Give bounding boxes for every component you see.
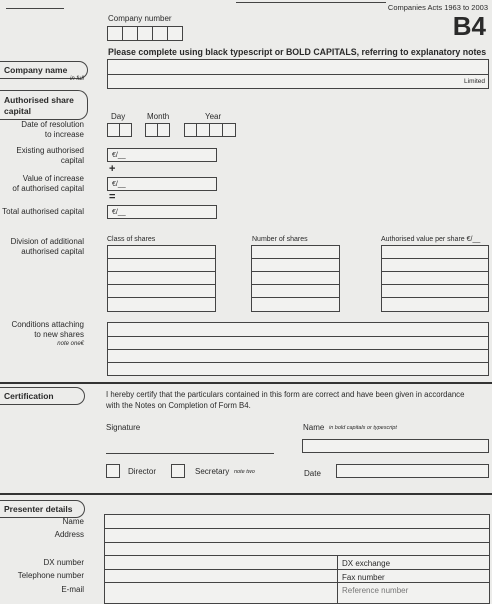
dx-exchange-label: DX exchange: [342, 559, 391, 568]
company-number-digit[interactable]: [152, 26, 168, 41]
conditions-label-2: to new shares: [34, 330, 84, 339]
row-line: [108, 349, 488, 350]
month-digit[interactable]: [157, 123, 170, 137]
certification-date-field[interactable]: [336, 464, 489, 478]
year-digit[interactable]: [196, 123, 210, 137]
company-name-field[interactable]: [107, 59, 489, 89]
class-of-shares-column[interactable]: [107, 245, 216, 312]
company-number-digit[interactable]: [167, 26, 183, 41]
section-certification: [0, 387, 85, 405]
currency-prefix: €/__: [112, 152, 126, 159]
presenter-name-label: Name: [62, 517, 84, 526]
col-value-header: Authorised value per share €/__: [381, 236, 481, 243]
row-line: [108, 258, 215, 259]
company-number-digit[interactable]: [122, 26, 138, 41]
row-line: [105, 542, 489, 543]
plus-sign: +: [109, 163, 116, 175]
presenter-details-grid[interactable]: [104, 514, 490, 604]
certification-text-1: I hereby certify that the particulars contained in this form are correct and have been given in accordance: [106, 390, 465, 399]
section-title: Company name: [4, 65, 68, 75]
row-line: [252, 258, 339, 259]
director-label: Director: [128, 467, 157, 476]
section-presenter: [0, 500, 85, 518]
acts-reference: Companies Acts 1963 to 2003: [387, 3, 488, 12]
in-full-note: in full: [70, 76, 85, 82]
row-line: [105, 528, 489, 529]
limited-suffix: Limited: [464, 77, 485, 85]
increase-value-field[interactable]: [107, 177, 217, 191]
section-title: Certification: [4, 391, 54, 401]
company-number-label: Company number: [108, 14, 172, 23]
top-rule-right: [236, 2, 386, 3]
division-label-2: authorised capital: [21, 247, 84, 256]
section-title: Presenter details: [4, 504, 73, 514]
top-rule-left: [6, 8, 64, 9]
name-label: Name: [303, 423, 325, 432]
row-line: [108, 362, 488, 363]
total-capital-label: Total authorised capital: [2, 207, 84, 216]
existing-capital-label: Existing authorised: [16, 146, 84, 155]
certifier-name-field[interactable]: [302, 439, 489, 453]
currency-prefix: €/__: [112, 209, 126, 216]
division-label: Division of additional: [10, 237, 84, 246]
dx-number-label: DX number: [43, 558, 84, 567]
date-label: Date: [304, 469, 321, 478]
row-line: [252, 271, 339, 272]
section-title-line1: Authorised share: [4, 95, 74, 105]
director-checkbox[interactable]: [106, 464, 120, 478]
email-label: E-mail: [61, 585, 84, 594]
row-line: [108, 336, 488, 337]
signature-line[interactable]: [106, 453, 274, 454]
year-label: Year: [205, 112, 222, 121]
section-authorised-capital: [0, 90, 88, 120]
instructions-text: Please complete using black typescript or BOLD CAPITALS, referring to explanatory notes: [108, 47, 487, 57]
currency-prefix: €/__: [112, 181, 126, 188]
row-line: [382, 297, 488, 298]
conditions-field[interactable]: [107, 322, 489, 376]
secretary-checkbox[interactable]: [171, 464, 185, 478]
company-number-digit[interactable]: [137, 26, 153, 41]
section-title-line2: capital: [4, 106, 31, 116]
secretary-note: note two: [234, 469, 255, 475]
fax-label: Fax number: [342, 573, 385, 582]
secretary-label: Secretary: [195, 467, 230, 476]
row-line: [382, 258, 488, 259]
increase-value-label-2: of authorised capital: [12, 184, 84, 193]
row-line: [105, 582, 489, 583]
reference-label: Reference number: [342, 586, 409, 595]
increase-value-label: Value of increase: [22, 174, 84, 183]
row-line: [382, 271, 488, 272]
company-number-digit[interactable]: [107, 26, 123, 41]
day-label: Day: [111, 112, 126, 121]
year-digit[interactable]: [209, 123, 223, 137]
date-resolution-label-2: to increase: [44, 130, 84, 139]
row-line: [108, 284, 215, 285]
row-line: [252, 284, 339, 285]
total-capital-field[interactable]: [107, 205, 217, 219]
form-code: B4: [452, 11, 486, 41]
existing-capital-field[interactable]: [107, 148, 217, 162]
row-line: [252, 297, 339, 298]
col-number-header: Number of shares: [252, 236, 308, 243]
row-line: [382, 284, 488, 285]
field-divider: [108, 74, 488, 75]
presenter-address-label: Address: [54, 530, 84, 539]
section-divider: [0, 382, 492, 384]
conditions-label: Conditions attaching: [11, 320, 84, 329]
col-class-header: Class of shares: [107, 236, 156, 243]
number-of-shares-column[interactable]: [251, 245, 340, 312]
row-line: [108, 297, 215, 298]
value-per-share-column[interactable]: [381, 245, 489, 312]
section-divider: [0, 493, 492, 495]
month-label: Month: [147, 112, 170, 121]
day-digit[interactable]: [119, 123, 132, 137]
equals-sign: =: [109, 191, 116, 203]
certification-text-2: with the Notes on Completion of Form B4.: [106, 401, 251, 410]
name-note: in bold capitals or typescript: [329, 425, 397, 431]
signature-label: Signature: [106, 423, 141, 432]
row-line: [105, 569, 489, 570]
conditions-note: note one€: [57, 341, 84, 347]
year-digit[interactable]: [222, 123, 236, 137]
existing-capital-label-2: capital: [60, 156, 84, 165]
telephone-label: Telephone number: [17, 571, 84, 580]
column-divider: [337, 555, 338, 603]
date-resolution-label: Date of resolution: [21, 120, 84, 129]
row-line: [105, 555, 489, 556]
row-line: [108, 271, 215, 272]
